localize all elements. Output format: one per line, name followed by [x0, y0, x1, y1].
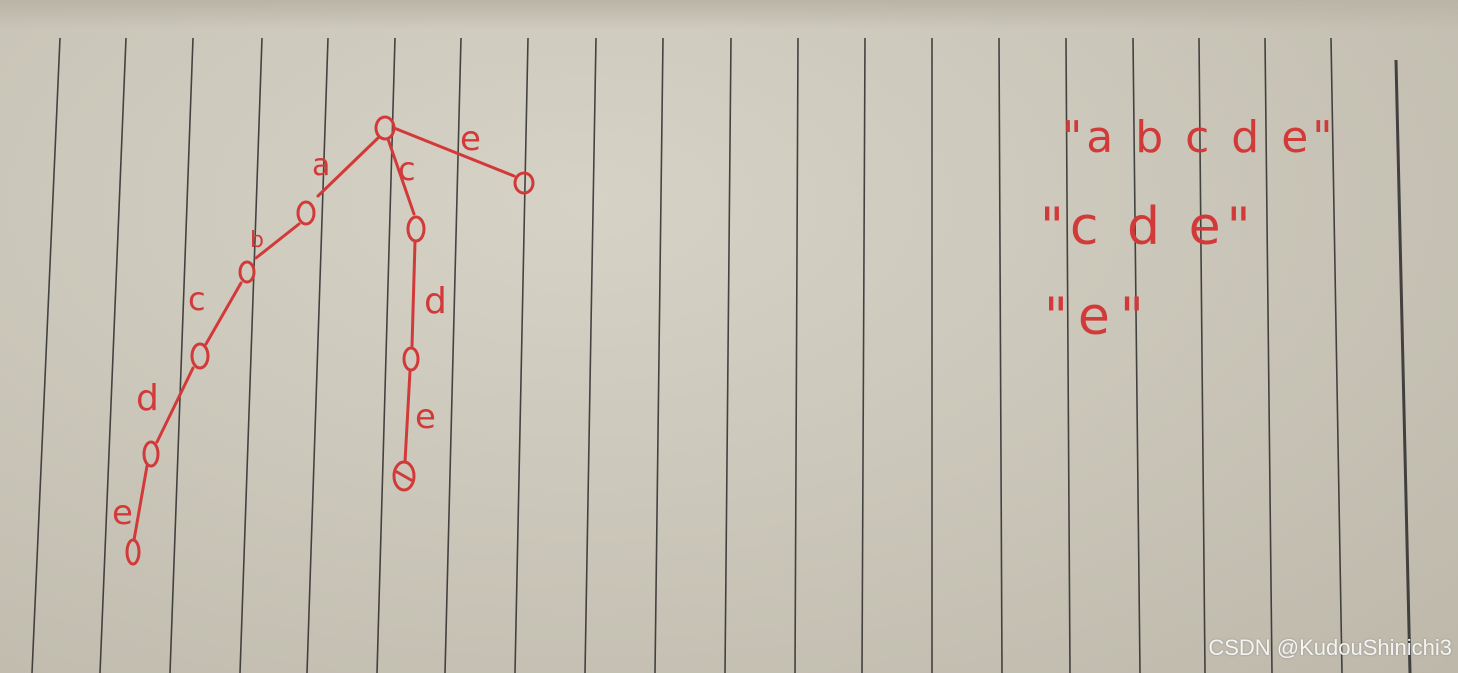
edge-d-left-line: [157, 368, 193, 442]
edge-label-e-left: e: [112, 493, 133, 533]
ruled-line: [795, 38, 798, 673]
node-e-mid-end-mark: [397, 472, 411, 480]
edge-e-mid-line: [405, 371, 410, 462]
ruled-line: [725, 38, 731, 673]
node-b: [240, 262, 254, 282]
node-e-right: [515, 173, 533, 193]
edge-label-d-mid: d: [424, 281, 447, 322]
ruled-line: [240, 38, 262, 673]
ruled-line: [307, 38, 331, 673]
ruled-line: [100, 38, 126, 673]
edge-label-a: a: [312, 148, 331, 183]
word-abcde: "a b c d e": [1062, 112, 1337, 163]
ruled-line: [655, 38, 663, 673]
edge-label-d-left: d: [136, 378, 159, 419]
ruled-line: [32, 38, 60, 673]
ruled-line: [445, 38, 461, 673]
ruled-line: [999, 38, 1002, 673]
edge-label-c-mid: c: [398, 150, 416, 188]
node-c-mid: [408, 217, 424, 241]
edge-c-left-line: [206, 283, 241, 344]
ruled-line: [585, 38, 596, 673]
edge-label-c-left: c: [188, 280, 206, 318]
trie-root-node: [376, 117, 394, 139]
node-e-left: [127, 540, 139, 564]
ruled-line: [862, 38, 865, 673]
word-e: "e": [1044, 287, 1154, 347]
node-d-left: [144, 442, 158, 466]
node-a: [298, 202, 314, 224]
edge-d-mid-line: [412, 242, 415, 346]
node-c-left: [192, 344, 208, 368]
word-list: [1040, 112, 1337, 347]
ruled-line: [170, 38, 193, 673]
ruled-line: [515, 38, 528, 673]
edge-e-left-line: [134, 466, 147, 540]
word-cde: "c d e": [1040, 197, 1257, 257]
page-edge-line: [1396, 60, 1410, 673]
edge-label-b: b: [250, 228, 264, 253]
csdn-watermark: CSDN @KudouShinichi3: [1208, 635, 1452, 660]
edge-label-e-right: e: [460, 119, 481, 159]
node-d-mid: [404, 348, 418, 370]
edge-label-e-mid: e: [415, 397, 436, 437]
